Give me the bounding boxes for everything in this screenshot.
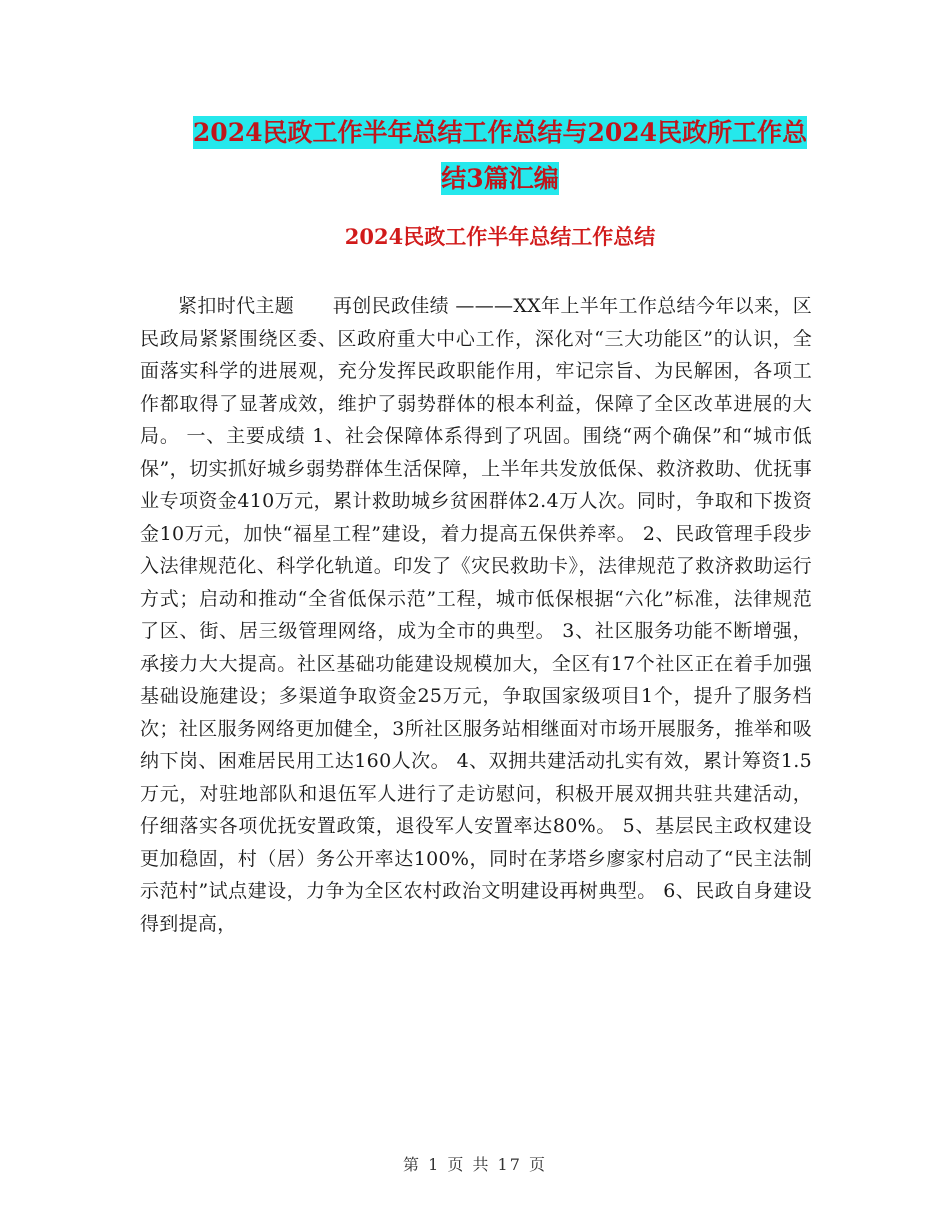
body-paragraph: 紧扣时代主题 再创民政佳绩 ———XX年上半年工作总结今年以来，区民政局紧紧围绕区委、区政府重大中心工作，深化对“三大功能区”的认识，全面落实科学的进展观，充分发挥民政职能作用，牢记宗旨、为民解困，各项工作都取得了显著成效，维护了弱势群体的根本利益，保障了全区改革进展的大局。 一、主要成绩 1、社会保障体系得到了巩固。围绕“两个确保”和“城市低保”，切实抓好城乡弱势群体生活保障，上半年共发放低保、救济救助、优抚事业专项资金410万元，累计救助城乡贫困群体2.4万人次。同时，争取和下拨资金10万元，加快“福星工程”建设，着力提高五保供养率。 2、民政管理手段步入法律规范化、科学化轨道。印发了《灾民救助卡》，法律规范了救济救助运行方式；启动和推动“全省低保示范”工程，城市低保根据“六化”标准，法律规范了区、街、居三级管理网络，成为全市的典型。 3、社区服务功能不断增强，承接力大大提高。社区基础功能建设规模加大，全区有17个社区正在着手加强基础设施建设；多渠道争取资金25万元，争取国家级项目1个，提升了服务档次；社区服务网络更加健全，3所社区服务站相继面对市场开展服务，推举和吸纳下岗、困难居民用工达160人次。 4、双拥共建活动扎实有效，累计筹资1.5万元，对驻地部队和退伍军人进行了走访慰问，积极开展双拥共驻共建活动，仔细落实各项优抚安置政策，退役军人安置率达80%。 5、基层民主政权建设更加稳固，村（居）务公开率达100%，同时在茅塔乡廖家村启动了“民主法制示范村”试点建设，力争为全区农村政治文明建设再树典型。 6、民政自身建设得到提高， — [140, 295, 812, 935]
page-number-footer: 第 1 页 共 17 页 — [403, 1155, 547, 1174]
document-title — [140, 110, 860, 202]
document-title-line2: 结3篇汇编 — [441, 164, 559, 193]
section-title: 2024民政工作半年总结工作总结 — [344, 224, 656, 249]
document-title-line1: 2024民政工作半年总结工作总结与2024民政所工作总 — [192, 118, 808, 147]
